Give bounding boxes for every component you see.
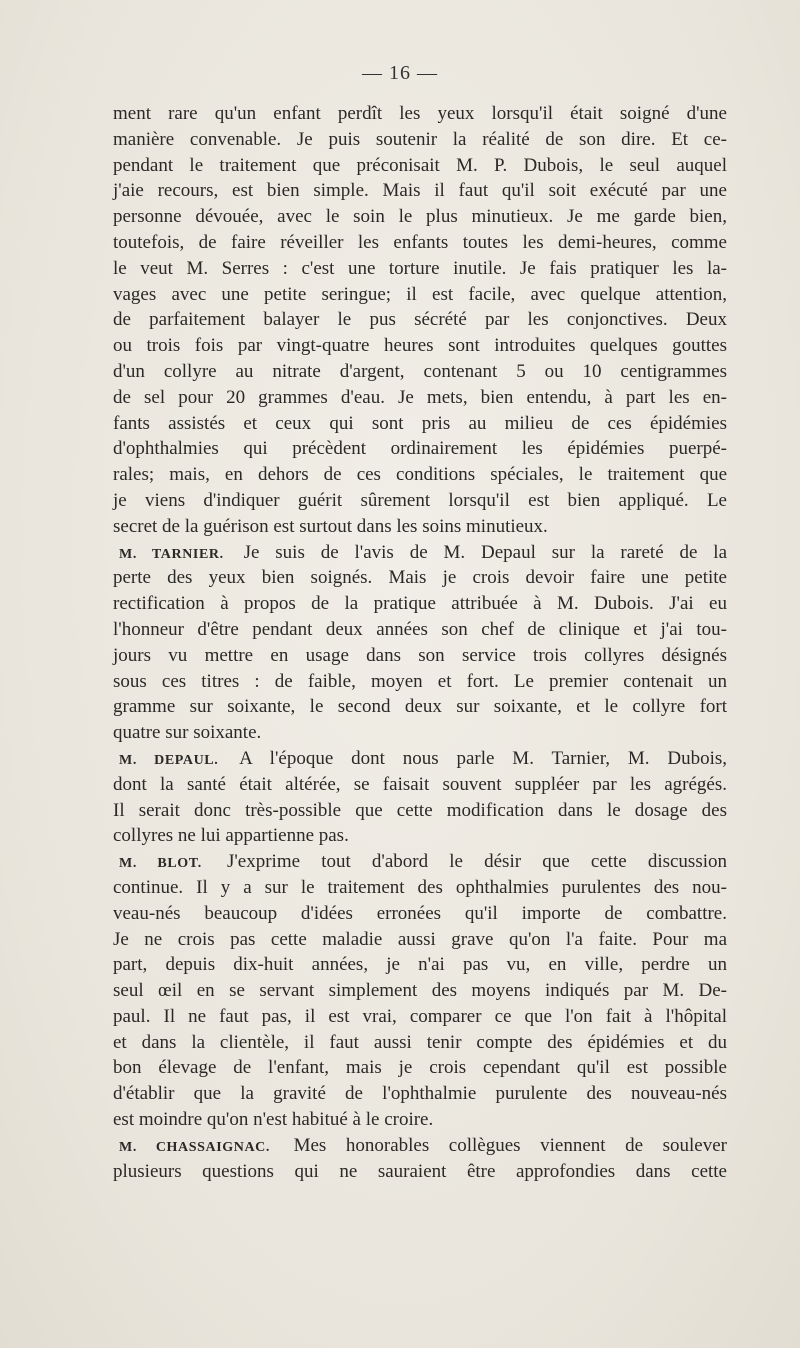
text-line: plusieurs questions qui ne sauraient être approfondies dans cette — [113, 1160, 727, 1182]
text-line: de sel pour 20 grammes d'eau. Je mets, bien entendu, à part les en- — [113, 386, 727, 408]
text-line: d'ophthalmies qui précèdent ordinairement les épidémies puerpé- — [113, 438, 727, 460]
body-text — [113, 101, 727, 1184]
speaker-name: M. BLOT. — [119, 856, 202, 872]
text-line: ment rare qu'un enfant perdît les yeux lorsqu'il était soigné d'une — [113, 103, 727, 124]
text-line: de parfaitement balayer le pus sécrété par les conjonctives. Deux — [113, 309, 727, 331]
speech-text: A l'époque dont nous parle M. Tarnier, M. Dubois, — [239, 747, 728, 769]
text-line: perte des yeux bien soignés. Mais je crois devoir faire une petite — [113, 567, 727, 589]
text-line: dont la santé était altérée, se faisait souvent suppléer par les agrégés. — [113, 773, 727, 795]
text-line: vages avec une petite seringue; il est facile, avec quelque attention, — [113, 283, 727, 305]
text-line: sous ces titres : de faible, moyen et fort. Le premier contenait un — [113, 670, 727, 692]
text-line: seul œil en se servant simplement des moyens indiqués par M. De- — [113, 980, 727, 1002]
text-line: d'établir que la gravité de l'ophthalmie purulente des nouveau-nés — [113, 1083, 727, 1105]
speech-depaul — [113, 746, 727, 772]
text-line: collyres ne lui appartienne pas. — [113, 825, 349, 847]
text-line: secret de la guérison est surtout dans les soins minutieux. — [113, 515, 548, 537]
text-line: quatre sur soixante. — [113, 722, 262, 744]
text-line: d'un collyre au nitrate d'argent, contenant 5 ou 10 centigrammes — [113, 360, 727, 382]
text-line: Je ne crois pas cette maladie aussi grave qu'on l'a faite. Pour ma — [113, 928, 727, 950]
text-line: et dans la clientèle, il faut aussi tenir compte des épidémies et du — [113, 1031, 727, 1053]
text-line: toutefois, de faire réveiller les enfants toutes les demi-heures, comme — [113, 231, 727, 253]
speech-text: J'exprime tout d'abord le désir que cette discussion — [226, 851, 728, 873]
text-line: paul. Il ne faut pas, il est vrai, comparer ce que l'on fait à l'hôpital — [113, 1005, 727, 1027]
speaker-name: M. CHASSAIGNAC. — [119, 1139, 270, 1155]
text-line: le veut M. Serres : c'est une torture inutile. Je fais pratiquer les la- — [113, 257, 727, 279]
speech-text: Je suis de l'avis de M. Depaul sur la rareté de la — [243, 541, 728, 563]
speaker-name: M. DEPAUL. — [119, 752, 219, 768]
text-line: continue. Il y a sur le traitement des ophthalmies purulentes des nou- — [113, 876, 727, 898]
speech-tarnier — [113, 540, 727, 566]
text-line: gramme sur soixante, le second deux sur soixante, et le collyre fort — [113, 696, 727, 718]
text-line: est moindre qu'on n'est habitué à le croire. — [113, 1109, 434, 1131]
text-line: ou trois fois par vingt-quatre heures sont introduites quelques gouttes — [113, 335, 727, 357]
page-number: — 16 — — [362, 62, 438, 84]
text-line: jours vu mettre en usage dans son service trois collyres désignés — [113, 644, 727, 666]
text-line: pendant le traitement que préconisait M. P. Dubois, le seul auquel — [113, 154, 727, 176]
text-line: rectification à propos de la pratique attribuée à M. Dubois. J'ai eu — [113, 593, 727, 615]
speech-text: Mes honorables collègues viennent de soulever — [293, 1134, 727, 1156]
text-line: Il serait donc très-possible que cette modification dans le dosage des — [113, 799, 727, 821]
speaker-name: M. TARNIER. — [119, 546, 224, 562]
speech-chassaignac — [113, 1133, 727, 1159]
text-line: manière convenable. Je puis soutenir la réalité de son dire. Et ce- — [113, 128, 727, 150]
text-line: j'aie recours, est bien simple. Mais il faut qu'il soit exécuté par une — [113, 180, 727, 202]
speech-blot — [113, 849, 727, 875]
text-line: part, depuis dix-huit années, je n'ai pas vu, en ville, perdre un — [113, 954, 727, 976]
text-line: personne dévouée, avec le soin le plus minutieux. Je me garde bien, — [113, 206, 727, 228]
text-line: fants assistés et ceux qui sont pris au milieu de ces épidémies — [113, 412, 727, 434]
text-line: je viens d'indiquer guérit sûrement lorsqu'il est bien appliqué. Le — [113, 489, 727, 511]
text-line: rales; mais, en dehors de ces conditions spéciales, le traitement que — [113, 464, 727, 486]
text-line: veau-nés beaucoup d'idées erronées qu'il importe de combattre. — [113, 902, 727, 924]
text-line: l'honneur d'être pendant deux années son chef de clinique et j'ai tou- — [113, 618, 727, 640]
text-line: bon élevage de l'enfant, mais je crois cependant qu'il est possible — [113, 1057, 727, 1079]
